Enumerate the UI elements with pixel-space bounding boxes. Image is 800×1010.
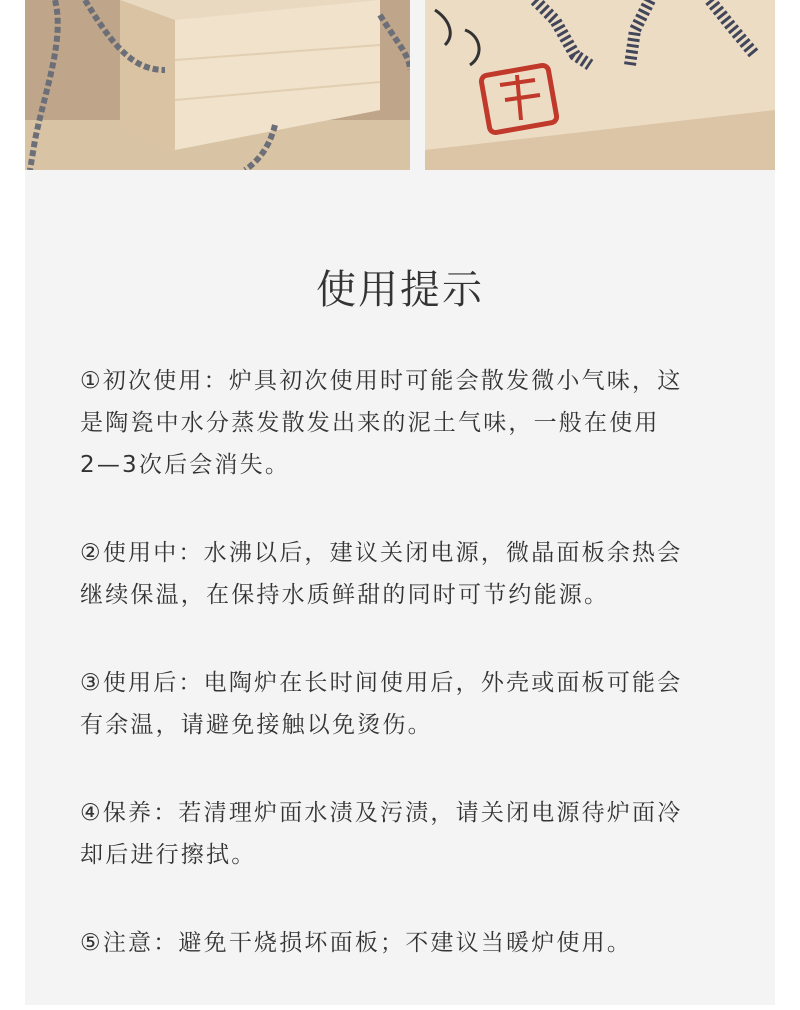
box-lid-illustration xyxy=(425,0,775,170)
wooden-box-illustration xyxy=(25,0,410,170)
product-photo-row xyxy=(25,0,775,170)
content-card xyxy=(25,0,775,1005)
tip-caution: ⑤注意：避免干烧损坏面板；不建议当暖炉使用。 xyxy=(80,930,633,956)
tips-list xyxy=(80,360,740,1010)
wooden-box-photo xyxy=(25,0,410,170)
page-title: 使用提示 xyxy=(316,267,484,313)
tip-after-use: ③使用后：电陶炉在长时间使用后，外壳或面板可能会 有余温，请避免接触以免烫伤。 xyxy=(80,670,683,738)
tip-during-use: ②使用中：水沸以后，建议关闭电源，微晶面板余热会 继续保温，在保持水质鲜甜的同时可节约能源。 xyxy=(80,540,683,608)
box-lid-seal-photo xyxy=(425,0,775,170)
tip-first-use: ①初次使用：炉具初次使用时可能会散发微小气味，这 是陶瓷中水分蒸发散发出来的泥土气味，一般在使用 2—3次后会消失。 xyxy=(80,368,683,478)
tip-maintenance: ④保养：若清理炉面水渍及污渍，请关闭电源待炉面冷 却后进行擦拭。 xyxy=(80,800,683,868)
